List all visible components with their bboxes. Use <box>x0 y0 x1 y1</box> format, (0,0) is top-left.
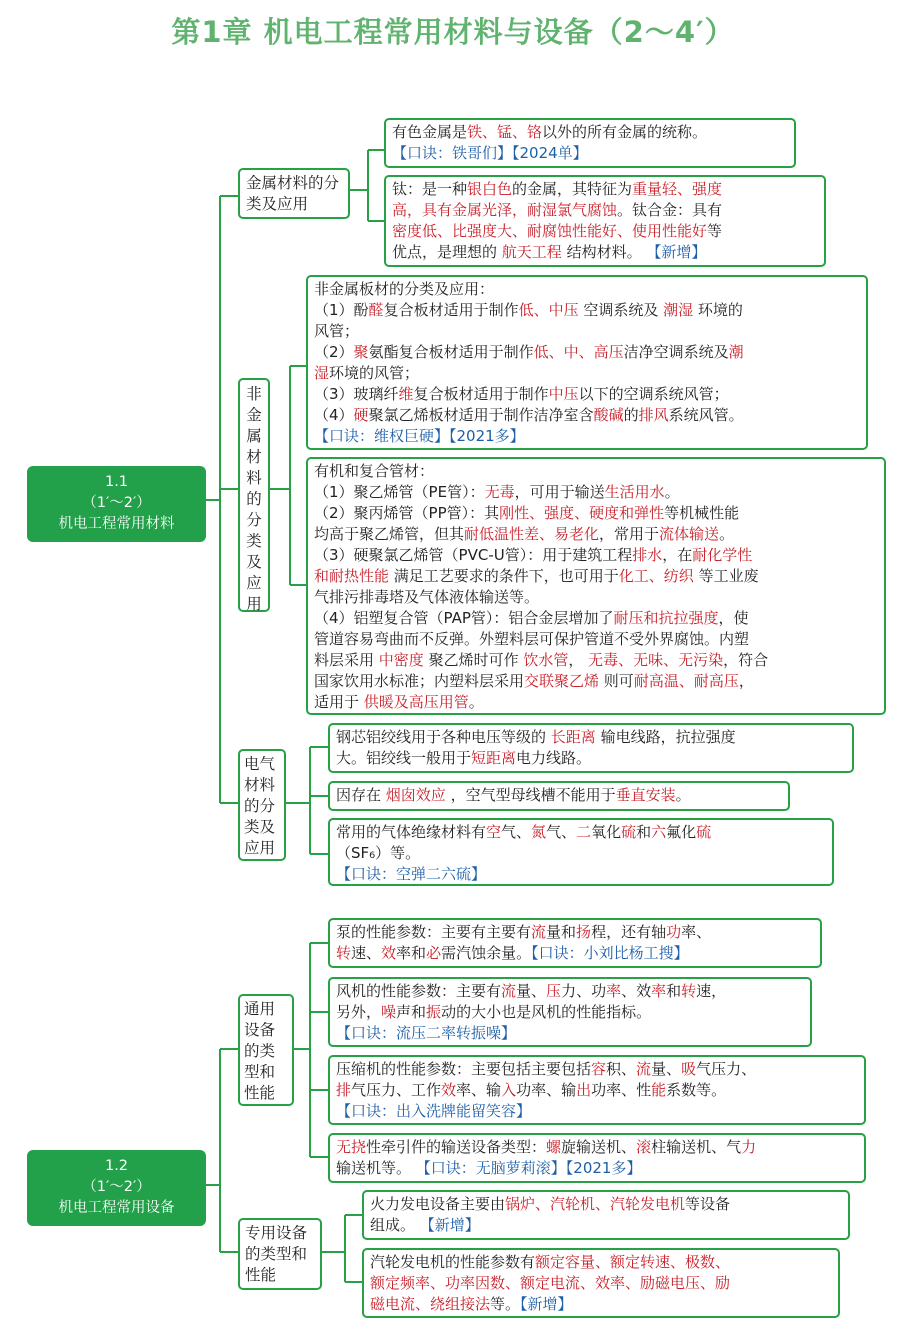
body-text: （SF₆）等。 <box>336 844 421 862</box>
connector-root2 <box>206 1049 238 1252</box>
leaf-line <box>370 1294 832 1315</box>
body-text: ，空气型母线槽不能用于 <box>445 786 616 804</box>
highlight-text: 效 <box>441 1081 457 1099</box>
highlight-text: 密度低、比强度大、耐腐蚀性能好、使用性能好 <box>392 222 708 240</box>
highlight-text: 滚 <box>636 1138 652 1156</box>
body-text: 系数等。 <box>666 1081 727 1099</box>
highlight-text: 二 <box>576 823 592 841</box>
body-text: 积、 <box>606 1060 637 1078</box>
body-text: 风管； <box>314 322 360 340</box>
page-title: 第1章 机电工程常用材料与设备（2～4′） <box>171 15 735 49</box>
leaf-pump-params <box>328 918 822 968</box>
body-text: 聚氯乙烯板材适用于制作洁净室含 <box>368 406 594 424</box>
body-text: 适用于 <box>314 693 364 711</box>
highlight-text: 锅炉、汽轮机、汽轮发电机 <box>505 1195 686 1213</box>
leaf-line <box>314 279 860 300</box>
leaf-line <box>314 545 878 566</box>
highlight-text: 耐高温、耐高压 <box>633 672 739 690</box>
body-text: 另外， <box>336 1003 382 1021</box>
highlight-text: 无毒、无味、无污染 <box>588 651 724 669</box>
body-text: 管道容易弯曲而不反弹。外塑料层可保护管道不受外界腐蚀。内塑 <box>314 630 750 648</box>
highlight-text: 率 <box>651 982 667 1000</box>
highlight-text: 出 <box>576 1081 592 1099</box>
body-text: 的金属，其特征为 <box>512 180 633 198</box>
leaf-line <box>336 1158 858 1179</box>
category-nonmetal <box>238 378 270 612</box>
leaf-line <box>314 671 878 692</box>
highlight-text: 中密度 <box>378 651 424 669</box>
highlight-text: 力 <box>741 1138 757 1156</box>
leaf-line <box>336 943 814 964</box>
body-text: 率、 <box>681 923 712 941</box>
body-text: 需汽蚀余量。 <box>441 944 532 962</box>
body-text: 氨酯复合板材适用于制作 <box>368 343 534 361</box>
leaf-line <box>314 629 878 650</box>
category-general-equipment <box>238 994 294 1106</box>
body-text: 环境的 <box>693 301 743 319</box>
leaf-line <box>336 1023 804 1044</box>
leaf-line <box>314 482 878 503</box>
body-text: 等设备 <box>685 1195 731 1213</box>
highlight-text: 聚 <box>353 343 369 361</box>
leaf-gas-insulation <box>328 818 834 886</box>
body-text: 火力发电设备主要由 <box>370 1195 506 1213</box>
leaf-line <box>392 242 818 263</box>
body-text: 优点，是理想的 <box>392 243 502 261</box>
mnemonic-tag: 【口诀：出入洗牌能留笑容】 <box>336 1102 532 1120</box>
highlight-text: 烟囱效应 <box>385 786 446 804</box>
body-text: ，常用于 <box>599 525 660 543</box>
body-text: 速、 <box>351 944 382 962</box>
leaf-line <box>336 1080 858 1101</box>
leaf-nonmetal-boards <box>306 275 868 450</box>
mnemonic-tag: 【口诀：无脑萝莉滚】【2021多】 <box>415 1159 642 1177</box>
highlight-text: 醛 <box>368 301 384 319</box>
body-text: 气压力、 <box>696 1060 757 1078</box>
leaf-line <box>314 342 860 363</box>
leaf-line <box>314 384 860 405</box>
connector-root1 <box>206 196 238 803</box>
body-text: 非金属板材的分类及应用： <box>314 280 495 298</box>
highlight-text: 短距离 <box>471 749 517 767</box>
body-text: 输电线路，抗拉强度 <box>595 728 736 746</box>
body-text: 速， <box>696 982 727 1000</box>
body-text: 大。铝绞线一般用于 <box>336 749 472 767</box>
highlight-text: 长距离 <box>550 728 596 746</box>
body-text: 。 <box>675 786 691 804</box>
body-text: （2）聚丙烯管（PP管）：其 <box>314 504 500 522</box>
body-text: 电力线路。 <box>516 749 592 767</box>
leaf-line <box>336 822 826 843</box>
body-text: 料层采用 <box>314 651 379 669</box>
body-text: （2） <box>314 343 354 361</box>
highlight-text: 额定频率、功率因数、额定电流、效率、励磁电压、励 <box>370 1274 731 1292</box>
mnemonic-tag: 【口诀：空弹二六硫】 <box>336 865 487 883</box>
highlight-text: 额定容量、额定转速、极数、 <box>535 1253 731 1271</box>
highlight-text: 刚性、强度、硬度和弹性 <box>499 504 665 522</box>
body-text: （3）玻璃纤 <box>314 385 399 403</box>
highlight-text: 六 <box>651 823 667 841</box>
body-text: 量和 <box>546 923 577 941</box>
body-text: 洁净空调系统及 <box>623 343 729 361</box>
body-text: 。 <box>468 693 484 711</box>
body-text: 压缩机的性能参数：主要包括主要包括 <box>336 1060 592 1078</box>
body-text: 以下的空调系统风管； <box>578 385 729 403</box>
body-text: 均高于聚乙烯管，但其 <box>314 525 465 543</box>
highlight-text: 流体输送 <box>659 525 720 543</box>
leaf-line <box>336 727 846 748</box>
highlight-text: 无挠 <box>336 1138 367 1156</box>
highlight-text: 潮湿 <box>663 301 694 319</box>
body-text: 柱输送机、气 <box>651 1138 742 1156</box>
leaf-nonferrous-metal <box>384 118 796 168</box>
body-text: 和 <box>636 823 652 841</box>
highlight-text: 功 <box>666 923 682 941</box>
leaf-turbo-generator <box>362 1248 840 1318</box>
category-label: 通用设备的类型和性能 <box>244 1000 276 1102</box>
leaf-line <box>314 608 878 629</box>
highlight-text: 螺 <box>546 1138 562 1156</box>
leaf-line <box>314 587 878 608</box>
leaf-line <box>336 864 826 885</box>
leaf-line <box>314 300 860 321</box>
leaf-line <box>370 1194 842 1215</box>
root-node-line: 机电工程常用设备 <box>58 1200 175 1216</box>
body-text: ，使 <box>718 609 749 627</box>
body-text: （1）酚 <box>314 301 369 319</box>
leaf-line <box>336 843 826 864</box>
leaf-fan-params <box>328 977 812 1047</box>
highlight-text: 扬 <box>576 923 592 941</box>
highlight-text: 流 <box>636 1060 652 1078</box>
mnemonic-tag: 【口诀：维权巨硬】【2021多】 <box>314 427 525 445</box>
highlight-text: 耐低温性差、易老化 <box>464 525 600 543</box>
mnemonic-tag: 【口诀：铁哥们】【2024单】 <box>392 144 588 162</box>
root-node-materials <box>27 466 206 542</box>
leaf-line <box>314 321 860 342</box>
body-text: 气排污排毒塔及气体液体输送等。 <box>314 588 540 606</box>
root-node-line: 机电工程常用材料 <box>58 516 175 532</box>
highlight-text: 转 <box>336 944 352 962</box>
leaf-line <box>336 981 804 1002</box>
body-text: 钢芯铝绞线用于各种电压等级的 <box>336 728 551 746</box>
body-text: 结构材料。 <box>561 243 647 261</box>
highlight-text: 必 <box>426 944 442 962</box>
leaf-line <box>314 692 878 713</box>
body-text: 、效 <box>621 982 652 1000</box>
leaf-line <box>370 1252 832 1273</box>
highlight-text: 无毒 <box>484 483 515 501</box>
body-text: （3）硬聚氯乙烯管（PVC-U管）：用于建筑工程 <box>314 546 633 564</box>
highlight-text: 重量轻、强度 <box>632 180 723 198</box>
mnemonic-tag: 【口诀：小刘比杨工搜】 <box>531 944 689 962</box>
highlight-text: 空 <box>486 823 502 841</box>
leaf-line <box>314 461 878 482</box>
leaf-line <box>392 122 788 143</box>
leaf-compressor-params <box>328 1055 866 1125</box>
highlight-text: 能 <box>651 1081 667 1099</box>
highlight-text: 低、中、高压 <box>533 343 624 361</box>
highlight-text: 吸 <box>681 1060 697 1078</box>
body-text: ， <box>738 672 754 690</box>
leaf-line <box>336 1101 858 1122</box>
category-special-equipment <box>238 1218 322 1290</box>
body-text: 气、 <box>546 823 577 841</box>
body-text: 功率、性 <box>591 1081 652 1099</box>
category-metal <box>238 168 350 219</box>
body-text: 量、 <box>651 1060 682 1078</box>
body-text: （4） <box>314 406 354 424</box>
leaf-steel-cored-wire <box>328 723 854 773</box>
body-text: 复合板材适用于制作 <box>383 301 519 319</box>
highlight-text: 硫 <box>621 823 637 841</box>
highlight-text: 氮 <box>531 823 547 841</box>
connector-nonmetal <box>270 366 306 585</box>
highlight-text: 振 <box>426 1003 442 1021</box>
body-text: 等 <box>707 222 723 240</box>
mnemonic-tag: 【新增】 <box>646 243 707 261</box>
leaf-conveyor <box>328 1133 866 1183</box>
body-text: 性牵引件的输送设备类型： <box>366 1138 547 1156</box>
body-text: 输送机等。 <box>336 1159 416 1177</box>
body-text: 气压力、工作 <box>351 1081 442 1099</box>
body-text: ，符合 <box>723 651 769 669</box>
highlight-text: 排风 <box>638 406 669 424</box>
body-text: （4）铝塑复合管（PAP管）：铝合金层增加了 <box>314 609 614 627</box>
category-electrical <box>238 749 286 861</box>
connector-electrical <box>286 747 328 854</box>
highlight-text: 和耐热性能 <box>314 567 390 585</box>
mnemonic-tag: 【口诀：流压二率转振噪】 <box>336 1024 517 1042</box>
highlight-text: 硫 <box>696 823 712 841</box>
leaf-organic-pipes <box>306 457 886 715</box>
highlight-text: 维 <box>398 385 414 403</box>
body-text: 等。 <box>490 1295 521 1313</box>
body-text: 常用的气体绝缘材料有 <box>336 823 487 841</box>
body-text: 有机和复合管材： <box>314 462 435 480</box>
highlight-text: 率 <box>606 982 622 1000</box>
body-text: 氧化 <box>591 823 622 841</box>
highlight-text: 转 <box>681 982 697 1000</box>
body-text: （1）聚乙烯管（PE管）： <box>314 483 485 501</box>
leaf-busway <box>328 781 790 811</box>
category-label: 金属材料的分类及应用 <box>246 174 340 213</box>
highlight-text: 排水 <box>632 546 663 564</box>
leaf-line <box>314 426 860 447</box>
body-text: 空调系统及 <box>578 301 664 319</box>
root-node-line: （1′～2′） <box>82 1179 151 1195</box>
highlight-text: 流 <box>531 923 547 941</box>
highlight-text: 耐化学性 <box>692 546 753 564</box>
leaf-line <box>370 1273 832 1294</box>
highlight-text: 潮 <box>728 343 744 361</box>
body-text: 系统风管。 <box>668 406 744 424</box>
connector-general <box>294 943 328 1157</box>
highlight-text: 铁、锰、铬 <box>467 123 543 141</box>
leaf-line <box>392 179 818 200</box>
body-text: 汽轮发电机的性能参数有 <box>370 1253 536 1271</box>
highlight-text: 生活用水 <box>604 483 665 501</box>
highlight-text: 银白色 <box>467 180 513 198</box>
body-text: 国家饮用水标准；内塑料层采用 <box>314 672 525 690</box>
highlight-text: 噪 <box>381 1003 397 1021</box>
highlight-text: 中压 <box>548 385 579 403</box>
body-text: 动的大小也是风机的性能指标。 <box>441 1003 652 1021</box>
highlight-text: 流 <box>501 982 517 1000</box>
highlight-text: 磁电流、绕组接法 <box>370 1295 491 1313</box>
category-label: 电气材料的分类及应用 <box>244 755 276 857</box>
body-text: 以外的所有金属的统称。 <box>542 123 708 141</box>
leaf-line <box>314 524 878 545</box>
body-text: 气、 <box>501 823 532 841</box>
category-label: 专用设备的类型和性能 <box>245 1224 308 1284</box>
body-text: ，在 <box>662 546 693 564</box>
body-text: 程，还有轴 <box>591 923 667 941</box>
body-text: 氟化 <box>666 823 697 841</box>
body-text: 等机械性能 <box>664 504 740 522</box>
leaf-line <box>336 1059 858 1080</box>
body-text: 聚乙烯时可作 <box>423 651 524 669</box>
highlight-text: 湿 <box>314 364 330 382</box>
highlight-text: 供暖及高压用管 <box>363 693 469 711</box>
body-text: 风机的性能参数：主要有 <box>336 982 502 1000</box>
body-text: 。 <box>664 483 680 501</box>
highlight-text: 饮水管 <box>523 651 569 669</box>
body-text: 率、输 <box>456 1081 502 1099</box>
body-text: ， <box>568 651 589 669</box>
body-text: 声和 <box>396 1003 427 1021</box>
root-node-line: （1′～2′） <box>82 495 151 511</box>
body-text: 旋输送机、 <box>561 1138 637 1156</box>
body-text: 力、功 <box>561 982 607 1000</box>
body-text: 。钛合金：具有 <box>617 201 723 219</box>
highlight-text: 容 <box>591 1060 607 1078</box>
body-text: 的 <box>623 406 639 424</box>
leaf-line <box>314 566 878 587</box>
leaf-line <box>336 748 846 769</box>
leaf-line <box>370 1215 842 1236</box>
highlight-text: 耐压和抗拉强度 <box>613 609 719 627</box>
body-text: 有色金属是 <box>392 123 468 141</box>
body-text: 和 <box>666 982 682 1000</box>
highlight-text: 高，具有金属光泽，耐湿氯气腐蚀 <box>392 201 618 219</box>
highlight-text: 低、中压 <box>518 301 579 319</box>
root-node-equipment <box>27 1150 206 1226</box>
highlight-text: 压 <box>546 982 562 1000</box>
body-text: 。 <box>719 525 735 543</box>
leaf-line <box>314 363 860 384</box>
root-node-line: 1.2 <box>104 1158 129 1174</box>
highlight-text: 排 <box>336 1081 352 1099</box>
body-text: ，可用于输送 <box>514 483 605 501</box>
leaf-line <box>314 503 878 524</box>
body-text: 率和 <box>396 944 427 962</box>
leaf-titanium <box>384 175 826 267</box>
root-node-line: 1.1 <box>104 474 129 490</box>
leaf-line <box>336 922 814 943</box>
highlight-text: 交联聚乙烯 <box>524 672 600 690</box>
connector-metal <box>350 150 384 221</box>
leaf-line <box>314 405 860 426</box>
mnemonic-tag: 【新增】 <box>520 1295 573 1313</box>
leaf-line <box>392 143 788 164</box>
mnemonic-tag: 【新增】 <box>419 1216 480 1234</box>
leaf-line <box>392 221 818 242</box>
highlight-text: 航天工程 <box>501 243 562 261</box>
leaf-line <box>314 650 878 671</box>
body-text: 因存在 <box>336 786 386 804</box>
body-text: 满足工艺要求的条件下，也可用于 <box>389 567 619 585</box>
leaf-thermal-power <box>362 1190 850 1240</box>
body-text: 钛：是一种 <box>392 180 468 198</box>
body-text: 量、 <box>516 982 547 1000</box>
leaf-line <box>336 1002 804 1023</box>
highlight-text: 酸碱 <box>593 406 624 424</box>
body-text: 复合板材适用于制作 <box>413 385 549 403</box>
body-text: 则可 <box>599 672 634 690</box>
highlight-text: 化工、纺织 <box>618 567 694 585</box>
highlight-text: 硬 <box>353 406 369 424</box>
category-label: 非 金 属 材 料 的 分 类 及 应 用 <box>246 385 262 613</box>
highlight-text: 垂直安装 <box>615 786 676 804</box>
highlight-text: 效 <box>381 944 397 962</box>
leaf-line <box>336 785 782 806</box>
body-text: 等工业废 <box>693 567 759 585</box>
connector-special <box>322 1215 362 1282</box>
body-text: 环境的风管； <box>329 364 420 382</box>
body-text: 组成。 <box>370 1216 420 1234</box>
body-text: 泵的性能参数：主要有主要有 <box>336 923 532 941</box>
leaf-line <box>336 1137 858 1158</box>
leaf-line <box>392 200 818 221</box>
body-text: 功率、输 <box>516 1081 577 1099</box>
highlight-text: 入 <box>501 1081 517 1099</box>
